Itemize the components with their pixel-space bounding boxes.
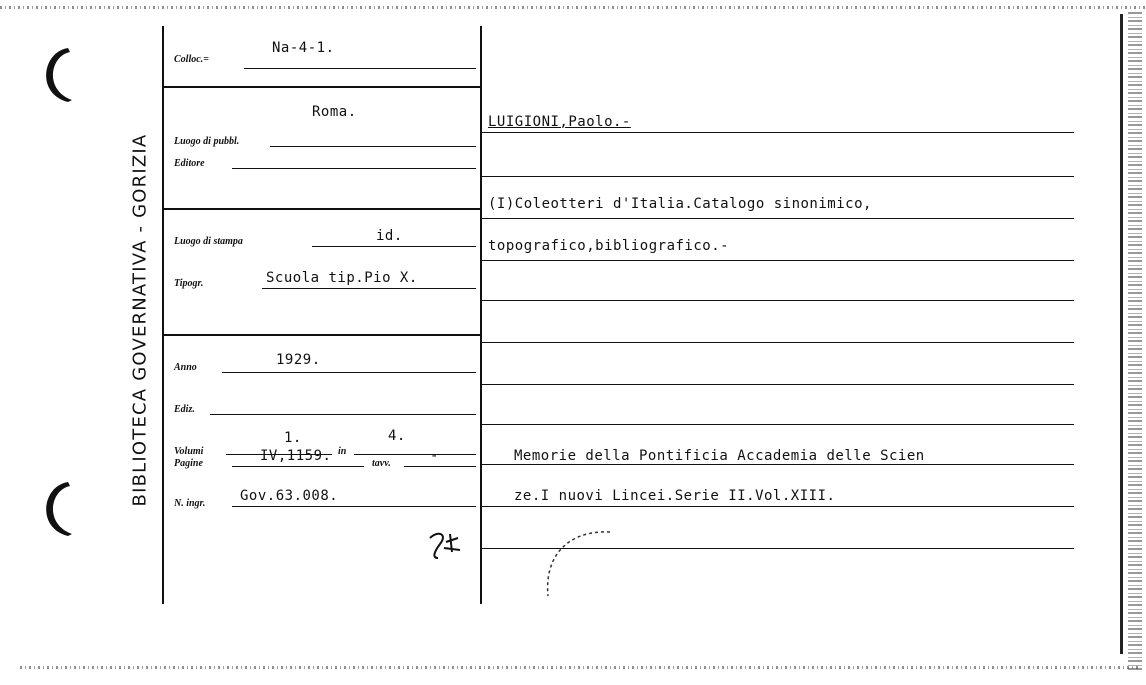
scan-noise-right bbox=[1128, 10, 1142, 670]
tipogr-line bbox=[262, 288, 476, 289]
n-ingr-label: N. ingr. bbox=[174, 498, 206, 509]
right-line-5 bbox=[482, 300, 1074, 301]
colloc-label: Colloc.= bbox=[174, 54, 209, 65]
series-line-2: ze.I nuovi Lincei.Serie II.Vol.XIII. bbox=[514, 488, 836, 504]
right-line-8 bbox=[482, 424, 1074, 425]
in-line bbox=[354, 454, 476, 455]
title-line-2: topografico,bibliografico.- bbox=[488, 238, 730, 254]
right-line-7 bbox=[482, 384, 1074, 385]
library-title: BIBLIOTECA GOVERNATIVA - GORIZIA bbox=[129, 133, 151, 507]
tavv-line bbox=[404, 466, 476, 467]
anno-value: 1929. bbox=[276, 352, 321, 368]
in-value: 4. bbox=[388, 428, 406, 444]
right-line-9 bbox=[482, 464, 1074, 465]
in-label: in bbox=[338, 446, 347, 457]
right-line-10 bbox=[482, 506, 1074, 507]
right-line-4 bbox=[482, 260, 1074, 261]
pagine-line bbox=[232, 466, 364, 467]
tipogr-label: Tipogr. bbox=[174, 278, 204, 289]
left-divider-1 bbox=[162, 86, 482, 88]
luogo-stampa-line bbox=[312, 246, 476, 247]
scan-noise-bottom bbox=[20, 666, 1140, 669]
ediz-label: Ediz. bbox=[174, 404, 195, 415]
tavv-label: tavv. bbox=[372, 458, 391, 469]
title-line-1: (I)Coleotteri d'Italia.Catalogo sinonimico, bbox=[488, 196, 872, 212]
author-heading: LUIGIONI,Paolo.- bbox=[488, 114, 631, 130]
right-line-3 bbox=[482, 218, 1074, 219]
punch-hole-bottom-icon bbox=[28, 476, 88, 546]
left-column-rule bbox=[162, 26, 164, 604]
tipogr-value: Scuola tip.Pio X. bbox=[266, 270, 418, 286]
luogo-pubbl-line bbox=[270, 146, 476, 147]
colloc-value: Na-4-1. bbox=[272, 40, 335, 56]
punch-hole-top-icon bbox=[28, 42, 88, 112]
luogo-pubbl-label: Luogo di pubbl. bbox=[174, 136, 240, 147]
luogo-pubbl-value: Roma. bbox=[312, 104, 357, 120]
series-line-1: Memorie della Pontificia Accademia delle Scien bbox=[514, 448, 925, 464]
n-ingr-value: Gov.63.008. bbox=[240, 488, 339, 504]
anno-label: Anno bbox=[174, 362, 197, 373]
handwritten-mark-icon bbox=[424, 528, 464, 564]
right-line-2 bbox=[482, 176, 1074, 177]
volumi-label: Volumi bbox=[174, 446, 204, 457]
faint-stamp-icon bbox=[530, 526, 620, 606]
editore-line bbox=[232, 168, 476, 169]
center-column-rule bbox=[480, 26, 482, 604]
pagine-label: Pagine bbox=[174, 458, 203, 469]
ediz-line bbox=[210, 414, 476, 415]
right-line-6 bbox=[482, 342, 1074, 343]
card-right-edge bbox=[1120, 14, 1123, 654]
right-line-1 bbox=[482, 132, 1074, 133]
left-divider-3 bbox=[162, 334, 482, 336]
anno-line bbox=[222, 372, 476, 373]
scan-noise-top bbox=[0, 6, 1146, 9]
luogo-stampa-label: Luogo di stampa bbox=[174, 236, 243, 247]
left-divider-2 bbox=[162, 208, 482, 210]
editore-label: Editore bbox=[174, 158, 205, 169]
colloc-line bbox=[244, 68, 476, 69]
n-ingr-line bbox=[232, 506, 476, 507]
luogo-stampa-value: id. bbox=[376, 228, 403, 244]
pagine-value: IV,1159. bbox=[260, 448, 332, 464]
volumi-value: 1. bbox=[284, 430, 302, 446]
tavv-value: - bbox=[430, 448, 439, 464]
